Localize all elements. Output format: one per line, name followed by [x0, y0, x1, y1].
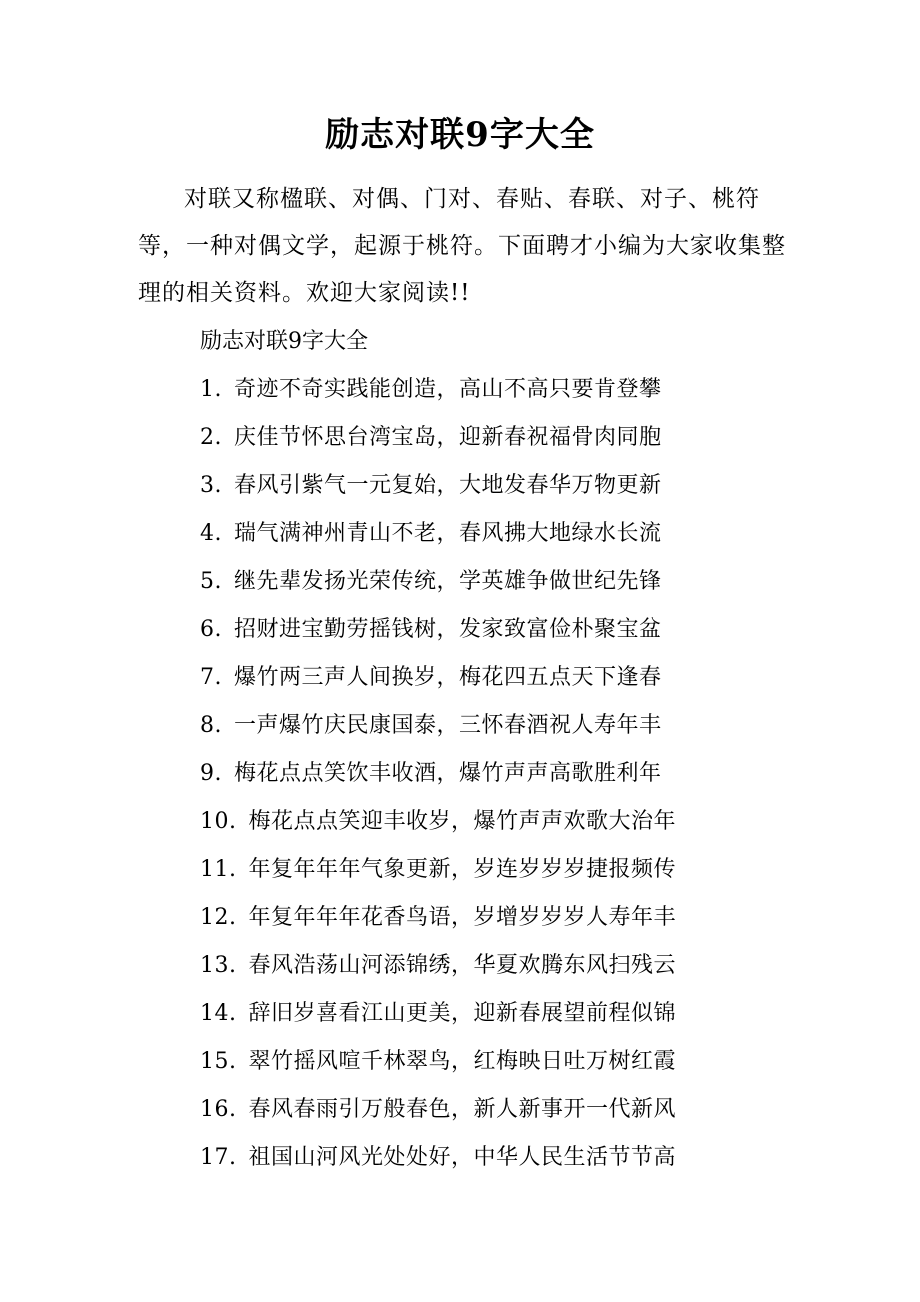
couplet-item	[200, 942, 676, 990]
couplet-item	[200, 462, 676, 510]
couplet-number: 17.	[200, 1145, 237, 1170]
couplet-text: 庆佳节怀思台湾宝岛，迎新春祝福骨肉同胞	[234, 425, 662, 450]
couplet-item	[200, 1086, 676, 1134]
couplet-text: 一声爆竹庆民康国泰，三怀春酒祝人寿年丰	[234, 713, 662, 738]
couplet-item	[200, 654, 676, 702]
couplet-number: 3.	[200, 473, 222, 498]
couplet-item	[200, 990, 676, 1038]
couplet-number: 1.	[200, 377, 222, 402]
couplet-text: 梅花点点笑饮丰收酒，爆竹声声高歌胜利年	[234, 761, 662, 786]
couplet-number: 16.	[200, 1097, 237, 1122]
couplet-text: 翠竹摇风喧千林翠鸟，红梅映日吐万树红霞	[248, 1049, 677, 1074]
couplet-number: 7.	[200, 665, 222, 690]
couplet-number: 8.	[200, 713, 222, 738]
couplet-text: 春风浩荡山河添锦绣，华夏欢腾东风扫残云	[248, 953, 677, 978]
couplet-item	[200, 1038, 676, 1086]
couplet-text: 爆竹两三声人间换岁，梅花四五点天下逢春	[234, 665, 662, 690]
couplet-item	[200, 606, 676, 654]
couplet-text: 梅花点点笑迎丰收岁，爆竹声声欢歌大治年	[248, 809, 677, 834]
couplet-text: 年复年年年气象更新，岁连岁岁岁捷报频传	[248, 857, 677, 882]
couplet-item	[200, 750, 676, 798]
couplet-list	[200, 366, 676, 1182]
couplet-text: 年复年年年花香鸟语，岁增岁岁岁人寿年丰	[248, 905, 677, 930]
couplet-text: 奇迹不奇实践能创造，高山不高只要肯登攀	[234, 377, 662, 402]
couplet-number: 2.	[200, 425, 222, 450]
couplet-text: 辞旧岁喜看江山更美，迎新春展望前程似锦	[248, 1001, 677, 1026]
couplet-item	[200, 846, 676, 894]
couplet-number: 10.	[200, 809, 237, 834]
couplet-text: 春风引紫气一元复始，大地发春华万物更新	[234, 473, 662, 498]
couplet-text: 继先辈发扬光荣传统，学英雄争做世纪先锋	[234, 569, 662, 594]
couplet-number: 15.	[200, 1049, 237, 1074]
couplet-item	[200, 894, 676, 942]
couplet-text: 祖国山河风光处处好，中华人民生活节节高	[248, 1145, 677, 1170]
couplet-item	[200, 798, 676, 846]
couplet-number: 9.	[200, 761, 222, 786]
couplet-item	[200, 702, 676, 750]
couplet-item	[200, 414, 676, 462]
intro-paragraph: 对联又称楹联、对偶、门对、春贴、春联、对子、桃符等，一种对偶文学，起源于桃符。下面聘才小编为大家收集整理的相关资料。欢迎大家阅读!!	[138, 186, 786, 306]
section-heading: 励志对联9字大全	[200, 329, 368, 354]
couplet-item	[200, 558, 676, 606]
page-title: 励志对联9字大全	[325, 115, 595, 155]
couplet-item	[200, 510, 676, 558]
couplet-number: 6.	[200, 617, 222, 642]
couplet-number: 11.	[200, 857, 237, 882]
couplet-item	[200, 1134, 676, 1182]
couplet-text: 招财进宝勤劳摇钱树，发家致富俭朴聚宝盆	[234, 617, 662, 642]
couplet-number: 14.	[200, 1001, 237, 1026]
couplet-item	[200, 366, 676, 414]
couplet-text: 瑞气满神州青山不老，春风拂大地绿水长流	[234, 521, 662, 546]
couplet-number: 4.	[200, 521, 222, 546]
couplet-number: 5.	[200, 569, 222, 594]
couplet-number: 13.	[200, 953, 237, 978]
couplet-text: 春风春雨引万般春色，新人新事开一代新风	[248, 1097, 677, 1122]
couplet-number: 12.	[200, 905, 237, 930]
